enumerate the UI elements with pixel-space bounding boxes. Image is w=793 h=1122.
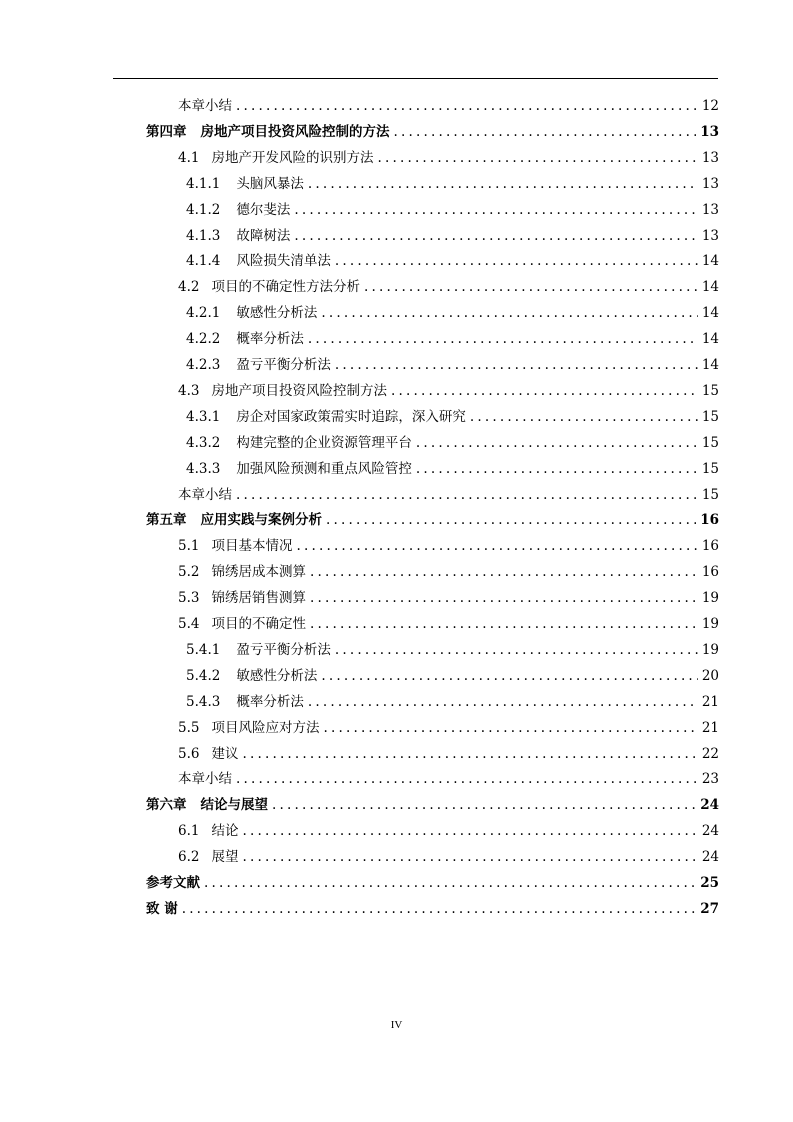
toc-entry-page: 19 xyxy=(701,641,719,658)
toc-entry-label: 本章小结 xyxy=(178,486,232,503)
toc-dot-leader xyxy=(242,844,697,870)
toc-entry-number: 5.4.1 xyxy=(186,641,221,658)
toc-entry-title xyxy=(178,533,296,559)
toc-dot-leader xyxy=(236,766,698,792)
toc-entry-title xyxy=(186,352,335,378)
toc-entry[interactable] xyxy=(146,792,719,818)
toc-entry-title xyxy=(178,818,242,844)
toc-entry[interactable] xyxy=(186,326,719,352)
toc-entry[interactable] xyxy=(146,870,719,896)
toc-entry-title xyxy=(186,404,470,430)
toc-entry-title xyxy=(186,456,416,482)
toc-entry-title xyxy=(186,326,308,352)
toc-entry-number: 4.2.2 xyxy=(186,331,221,348)
toc-entry-page: 16 xyxy=(701,538,719,555)
toc-entry-title xyxy=(186,300,321,326)
toc-entry-label: 项目的不确定性 xyxy=(211,616,306,632)
toc-dot-leader xyxy=(182,896,697,922)
toc-entry[interactable] xyxy=(186,637,719,663)
toc-entry-label: 应用实践与案例分析 xyxy=(200,512,322,529)
toc-entry-title xyxy=(186,637,335,663)
toc-entry-number: 5.2 xyxy=(178,564,200,581)
toc-entry[interactable] xyxy=(186,300,719,326)
toc-entry-label: 结论 xyxy=(211,823,239,840)
toc-entry-number: 5.3 xyxy=(178,590,200,607)
toc-dot-leader xyxy=(294,197,697,223)
toc-entry-label: 风险损失清单法 xyxy=(236,253,331,270)
toc-entry-title xyxy=(178,611,310,637)
toc-entry-title xyxy=(178,766,236,792)
toc-entry[interactable] xyxy=(186,223,719,249)
toc-dot-leader xyxy=(416,456,698,482)
toc-entry-title xyxy=(186,430,416,456)
toc-entry-page: 14 xyxy=(701,331,719,348)
toc-dot-leader xyxy=(394,119,697,145)
toc-entry-number: 4.1.4 xyxy=(186,253,221,270)
toc-entry-page: 13 xyxy=(700,123,719,140)
toc-entry-label: 房企对国家政策需实时追踪，深入研究 xyxy=(236,408,466,425)
toc-entry-label: 德尔斐法 xyxy=(236,201,291,218)
toc-entry[interactable] xyxy=(178,533,719,559)
toc-entry-page: 19 xyxy=(701,590,719,607)
toc-entry-title xyxy=(146,870,204,896)
header-rule xyxy=(113,78,718,79)
toc-entry[interactable] xyxy=(146,896,719,922)
toc-dot-leader xyxy=(470,404,698,430)
toc-dot-leader xyxy=(377,145,697,171)
toc-entry[interactable] xyxy=(178,715,719,741)
toc-entry-number: 4.2.3 xyxy=(186,357,221,373)
toc-entry-page: 14 xyxy=(701,357,719,373)
toc-entry-page: 14 xyxy=(701,305,719,322)
toc-entry-label: 概率分析法 xyxy=(236,693,304,710)
toc-entry-label: 加强风险预测和重点风险管控 xyxy=(236,460,412,477)
toc-entry-label: 结论与展望 xyxy=(200,797,268,814)
toc-entry-title xyxy=(178,274,364,300)
toc-entry-page: 25 xyxy=(700,875,719,891)
toc-entry-number: 第五章 xyxy=(146,512,187,529)
toc-dot-leader xyxy=(321,300,697,326)
toc-dot-leader xyxy=(296,533,697,559)
toc-entry-label: 本章小结 xyxy=(178,771,232,788)
toc-entry-page: 15 xyxy=(701,460,719,477)
toc-entry[interactable] xyxy=(186,456,719,482)
toc-entry-label: 房地产项目投资风险控制的方法 xyxy=(200,123,390,140)
toc-dot-leader xyxy=(236,482,698,508)
toc-entry-label: 盈亏平衡分析法 xyxy=(236,641,331,658)
toc-entry-number: 第四章 xyxy=(146,123,187,140)
toc-dot-leader xyxy=(294,223,697,249)
toc-entry[interactable] xyxy=(178,93,719,119)
toc-entry-page: 12 xyxy=(701,98,719,114)
toc-entry-label: 敏感性分析法 xyxy=(236,305,318,322)
toc-dot-leader xyxy=(326,507,696,533)
toc-entry-page: 13 xyxy=(701,201,719,218)
toc-entry-label: 项目基本情况 xyxy=(211,538,293,555)
toc-entry-number: 4.3.1 xyxy=(186,408,221,425)
toc-dot-leader xyxy=(204,870,696,896)
toc-entry[interactable] xyxy=(178,482,719,508)
toc-entry-title xyxy=(186,171,308,197)
toc-entry-number: 6.2 xyxy=(178,849,200,866)
toc-entry-number: 4.1 xyxy=(178,149,200,166)
toc-entry-number: 4.1.3 xyxy=(186,227,221,244)
toc-entry-number: 5.6 xyxy=(178,745,200,762)
toc-dot-leader xyxy=(236,93,698,119)
toc-entry-page: 21 xyxy=(701,719,719,736)
toc-entry-page: 20 xyxy=(701,667,719,684)
toc-entry-title xyxy=(178,559,310,585)
toc-entry-page: 16 xyxy=(701,564,719,581)
toc-entry-title xyxy=(178,844,242,870)
toc-entry-label: 概率分析法 xyxy=(236,331,304,348)
toc-dot-leader xyxy=(310,559,698,585)
toc-entry-page: 15 xyxy=(701,382,719,399)
toc-dot-leader xyxy=(335,637,698,663)
toc-dot-leader xyxy=(310,611,698,637)
toc-entry-title xyxy=(186,689,308,715)
toc-entry[interactable] xyxy=(186,171,719,197)
toc-entry-label: 锦绣居销售测算 xyxy=(211,590,306,607)
toc-entry-page: 24 xyxy=(701,823,719,840)
toc-entry-label: 房地产开发风险的识别方法 xyxy=(211,149,374,166)
toc-entry-title xyxy=(146,507,326,533)
toc-entry-title xyxy=(178,715,323,741)
toc-entry-page: 21 xyxy=(701,693,719,710)
toc-entry-title xyxy=(178,93,236,119)
toc-entry-number: 4.1.2 xyxy=(186,201,221,218)
toc-entry-label: 锦绣居成本测算 xyxy=(211,564,306,581)
toc-entry-page: 13 xyxy=(701,227,719,244)
toc-dot-leader xyxy=(272,792,696,818)
toc-dot-leader xyxy=(335,352,698,378)
toc-entry[interactable] xyxy=(178,585,719,611)
toc-entry[interactable] xyxy=(186,430,719,456)
toc-dot-leader xyxy=(310,585,698,611)
toc-entry[interactable] xyxy=(178,611,719,637)
toc-entry[interactable] xyxy=(178,145,719,171)
toc-entry-number: 5.4.2 xyxy=(186,667,221,684)
toc-entry-title xyxy=(186,223,294,249)
toc-entry-number: 4.2 xyxy=(178,279,200,296)
toc-entry-page: 22 xyxy=(701,745,719,762)
toc-entry[interactable] xyxy=(178,741,719,767)
toc-entry-page: 16 xyxy=(700,512,719,529)
toc-entry[interactable] xyxy=(186,248,719,274)
toc-entry[interactable] xyxy=(178,766,719,792)
toc-entry[interactable] xyxy=(178,818,719,844)
toc-entry-label: 展望 xyxy=(211,849,239,866)
toc-entry-number: 第六章 xyxy=(146,797,187,814)
page-number: IV xyxy=(390,1019,403,1031)
toc-dot-leader xyxy=(242,741,697,767)
toc-entry-number: 6.1 xyxy=(178,823,200,840)
toc-dot-leader xyxy=(391,378,698,404)
toc-dot-leader xyxy=(242,818,697,844)
toc-entry-label: 参考文献 xyxy=(146,875,200,891)
toc-entry-label: 房地产项目投资风险控制方法 xyxy=(211,382,387,399)
toc-entry-page: 14 xyxy=(701,279,719,296)
toc-entry-label: 构建完整的企业资源管理平台 xyxy=(236,434,412,451)
toc-entry[interactable] xyxy=(178,844,719,870)
toc-entry-page: 15 xyxy=(701,434,719,451)
toc-entry[interactable] xyxy=(186,404,719,430)
toc-entry-number: 4.1.1 xyxy=(186,175,221,192)
toc-dot-leader xyxy=(308,171,698,197)
toc-entry-number: 5.4.3 xyxy=(186,693,221,710)
toc-entry[interactable] xyxy=(178,274,719,300)
toc-entry-title xyxy=(178,585,310,611)
toc-entry-label: 盈亏平衡分析法 xyxy=(236,357,331,373)
toc-entry-title xyxy=(186,197,294,223)
toc-entry-label: 建议 xyxy=(211,745,239,762)
toc-entry-label: 项目的不确定性方法分析 xyxy=(211,279,360,296)
toc-entry-title xyxy=(178,145,377,171)
toc-entry-label: 本章小结 xyxy=(178,98,232,114)
toc-entry[interactable] xyxy=(178,378,719,404)
toc-entry-page: 23 xyxy=(701,771,719,788)
toc-entry[interactable] xyxy=(186,352,719,378)
toc-entry[interactable] xyxy=(186,689,719,715)
toc-entry-page: 15 xyxy=(701,408,719,425)
toc-entry-page: 14 xyxy=(701,253,719,270)
toc-entry-label: 故障树法 xyxy=(236,227,291,244)
toc-dot-leader xyxy=(321,663,697,689)
toc-entry-number: 4.3.2 xyxy=(186,434,221,451)
toc-dot-leader xyxy=(323,715,697,741)
toc-entry-title xyxy=(178,378,391,404)
toc-entry-title xyxy=(146,792,272,818)
toc-entry-label: 头脑风暴法 xyxy=(236,175,304,192)
toc-entry-title xyxy=(146,896,182,922)
toc-dot-leader xyxy=(335,248,698,274)
toc-entry-number: 5.4 xyxy=(178,616,200,632)
toc-entry-page: 13 xyxy=(701,149,719,166)
toc-entry-page: 13 xyxy=(701,175,719,192)
toc-entry-page: 15 xyxy=(701,486,719,503)
toc-entry-title xyxy=(178,482,236,508)
toc-dot-leader xyxy=(308,689,698,715)
toc-entry[interactable] xyxy=(186,197,719,223)
toc-entry[interactable] xyxy=(178,559,719,585)
toc-entry[interactable] xyxy=(186,663,719,689)
toc-dot-leader xyxy=(416,430,698,456)
toc-entry-page: 27 xyxy=(700,900,719,917)
toc-entry-title xyxy=(178,741,242,767)
toc-entry-page: 19 xyxy=(701,616,719,632)
toc-entry[interactable] xyxy=(146,119,719,145)
toc-entry-title xyxy=(146,119,394,145)
toc-entry-number: 4.3.3 xyxy=(186,460,221,477)
toc-entry-title xyxy=(186,248,335,274)
toc-entry-label: 致 谢 xyxy=(146,900,178,917)
toc-entry-label: 项目风险应对方法 xyxy=(211,719,320,736)
toc-entry-number: 5.5 xyxy=(178,719,200,736)
toc-dot-leader xyxy=(308,326,698,352)
toc-entry-number: 5.1 xyxy=(178,538,200,555)
toc-entry-number: 4.3 xyxy=(178,382,200,399)
toc-entry-page: 24 xyxy=(701,849,719,866)
toc-entry[interactable] xyxy=(146,507,719,533)
toc-entry-number: 4.2.1 xyxy=(186,305,221,322)
toc-entry-page: 24 xyxy=(700,797,719,814)
toc-dot-leader xyxy=(364,274,698,300)
toc-entry-label: 敏感性分析法 xyxy=(236,667,318,684)
toc-entry-title xyxy=(186,663,321,689)
